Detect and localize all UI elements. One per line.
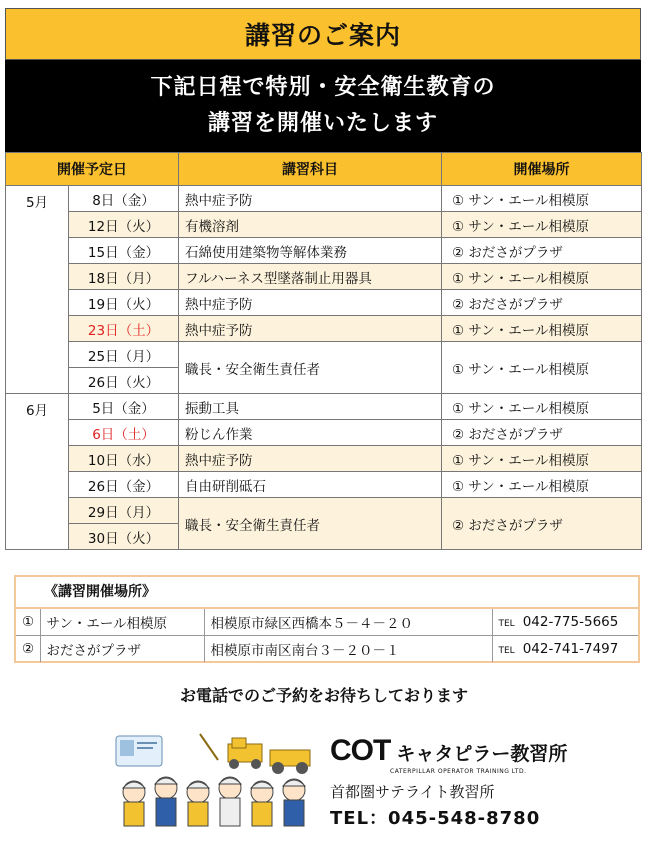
- table-row: [6, 394, 642, 420]
- row-date: 5日（金）: [69, 394, 179, 420]
- row-date: 18日（月）: [69, 264, 179, 290]
- row-subject: 熱中症予防: [179, 290, 442, 316]
- row-date-2: 26日（火）: [69, 368, 179, 394]
- header-venue: 開催場所: [442, 153, 642, 186]
- table-row: [6, 472, 642, 498]
- headline-line-1: 下記日程で特別・安全衛生教育の: [150, 75, 496, 100]
- row-subject: フルハーネス型墜落制止用器具: [179, 264, 442, 290]
- row-subject: 熱中症予防: [179, 446, 442, 472]
- table-row: [6, 212, 642, 238]
- training-illustration: [110, 730, 318, 828]
- row-venue: ① サン・エール相模原: [442, 446, 642, 472]
- table-row: [6, 264, 642, 290]
- schedule-header-row: [6, 153, 642, 186]
- row-subject: 職長・安全衛生責任者: [179, 498, 442, 550]
- venue-row: [16, 636, 638, 663]
- table-row: [6, 290, 642, 316]
- row-subject: 熱中症予防: [179, 316, 442, 342]
- venue-address: 相模原市緑区西橋本５－４－２０: [204, 609, 492, 636]
- header-subject: 講習科目: [179, 153, 442, 186]
- row-date-2: 30日（火）: [69, 524, 179, 550]
- tel-number: 042-741-7497: [522, 641, 619, 657]
- schedule-table: [5, 152, 642, 550]
- month-may: 5月: [6, 186, 69, 394]
- table-row: [6, 446, 642, 472]
- brand-english-name: CATERPILLAR OPERATOR TRAINING LTD.: [390, 768, 527, 775]
- row-date-saturday: 6日（土）: [69, 420, 179, 446]
- venue-name: おださがプラザ: [40, 636, 204, 663]
- page-title: 講習のご案内: [5, 8, 641, 60]
- row-venue: ② おださがプラザ: [442, 498, 642, 550]
- row-venue: ② おださがプラザ: [442, 290, 642, 316]
- row-date: 25日（月）: [69, 342, 179, 368]
- row-venue: ② おださがプラザ: [442, 420, 642, 446]
- row-subject: 職長・安全衛生責任者: [179, 342, 442, 394]
- brand-satellite: 首都圏サテライト教習所: [330, 783, 495, 801]
- reservation-message: お電話でのご予約をお待ちしております: [179, 686, 468, 705]
- table-row: [6, 420, 642, 446]
- brand-phone: TEL：045-548-8780: [330, 808, 541, 829]
- tel-number: 042-775-5665: [522, 614, 619, 630]
- row-date: 19日（火）: [69, 290, 179, 316]
- row-venue: ① サン・エール相模原: [442, 186, 642, 212]
- headline-banner: [5, 60, 641, 152]
- row-date: 8日（金）: [69, 186, 179, 212]
- venue-tel: [492, 609, 638, 636]
- venue-row: [16, 609, 638, 636]
- headline-line-2: 講習を開催いたします: [207, 111, 438, 136]
- row-date: 26日（金）: [69, 472, 179, 498]
- row-subject: 熱中症予防: [179, 186, 442, 212]
- tel-label: TEL: [498, 646, 515, 656]
- brand-block: [330, 736, 567, 830]
- venue-tel: [492, 636, 638, 663]
- month-june: 6月: [6, 394, 69, 550]
- venue-table: [16, 609, 638, 662]
- row-subject: 振動工具: [179, 394, 442, 420]
- brand-cot: COT: [330, 734, 391, 767]
- venue-address: 相模原市南区南台３－２０－１: [204, 636, 492, 663]
- venue-num: ①: [16, 609, 40, 636]
- venue-box: [14, 575, 640, 663]
- venue-name: サン・エール相模原: [40, 609, 204, 636]
- row-venue: ① サン・エール相模原: [442, 316, 642, 342]
- row-subject: 石綿使用建築物等解体業務: [179, 238, 442, 264]
- row-date: 10日（水）: [69, 446, 179, 472]
- row-date: 12日（火）: [69, 212, 179, 238]
- row-venue: ① サン・エール相模原: [442, 472, 642, 498]
- table-row: [6, 238, 642, 264]
- row-venue: ① サン・エール相模原: [442, 264, 642, 290]
- venue-num: ②: [16, 636, 40, 663]
- tel-label: TEL: [498, 619, 515, 629]
- brand-logo: [330, 736, 567, 766]
- header-date: 開催予定日: [6, 153, 179, 186]
- row-subject: 自由研削砥石: [179, 472, 442, 498]
- row-date-saturday: 23日（土）: [69, 316, 179, 342]
- row-date: 15日（金）: [69, 238, 179, 264]
- table-row: [6, 186, 642, 212]
- row-date: 29日（月）: [69, 498, 179, 524]
- table-row: [6, 342, 642, 368]
- brand-school-name: キャタピラー教習所: [396, 743, 568, 765]
- table-row: [6, 316, 642, 342]
- venue-box-title: 《講習開催場所》: [16, 577, 638, 609]
- row-venue: ② おださがプラザ: [442, 238, 642, 264]
- table-row: [6, 498, 642, 524]
- row-venue: ① サン・エール相模原: [442, 394, 642, 420]
- row-subject: 有機溶剤: [179, 212, 442, 238]
- row-venue: ① サン・エール相模原: [442, 342, 642, 394]
- row-subject: 粉じん作業: [179, 420, 442, 446]
- row-venue: ① サン・エール相模原: [442, 212, 642, 238]
